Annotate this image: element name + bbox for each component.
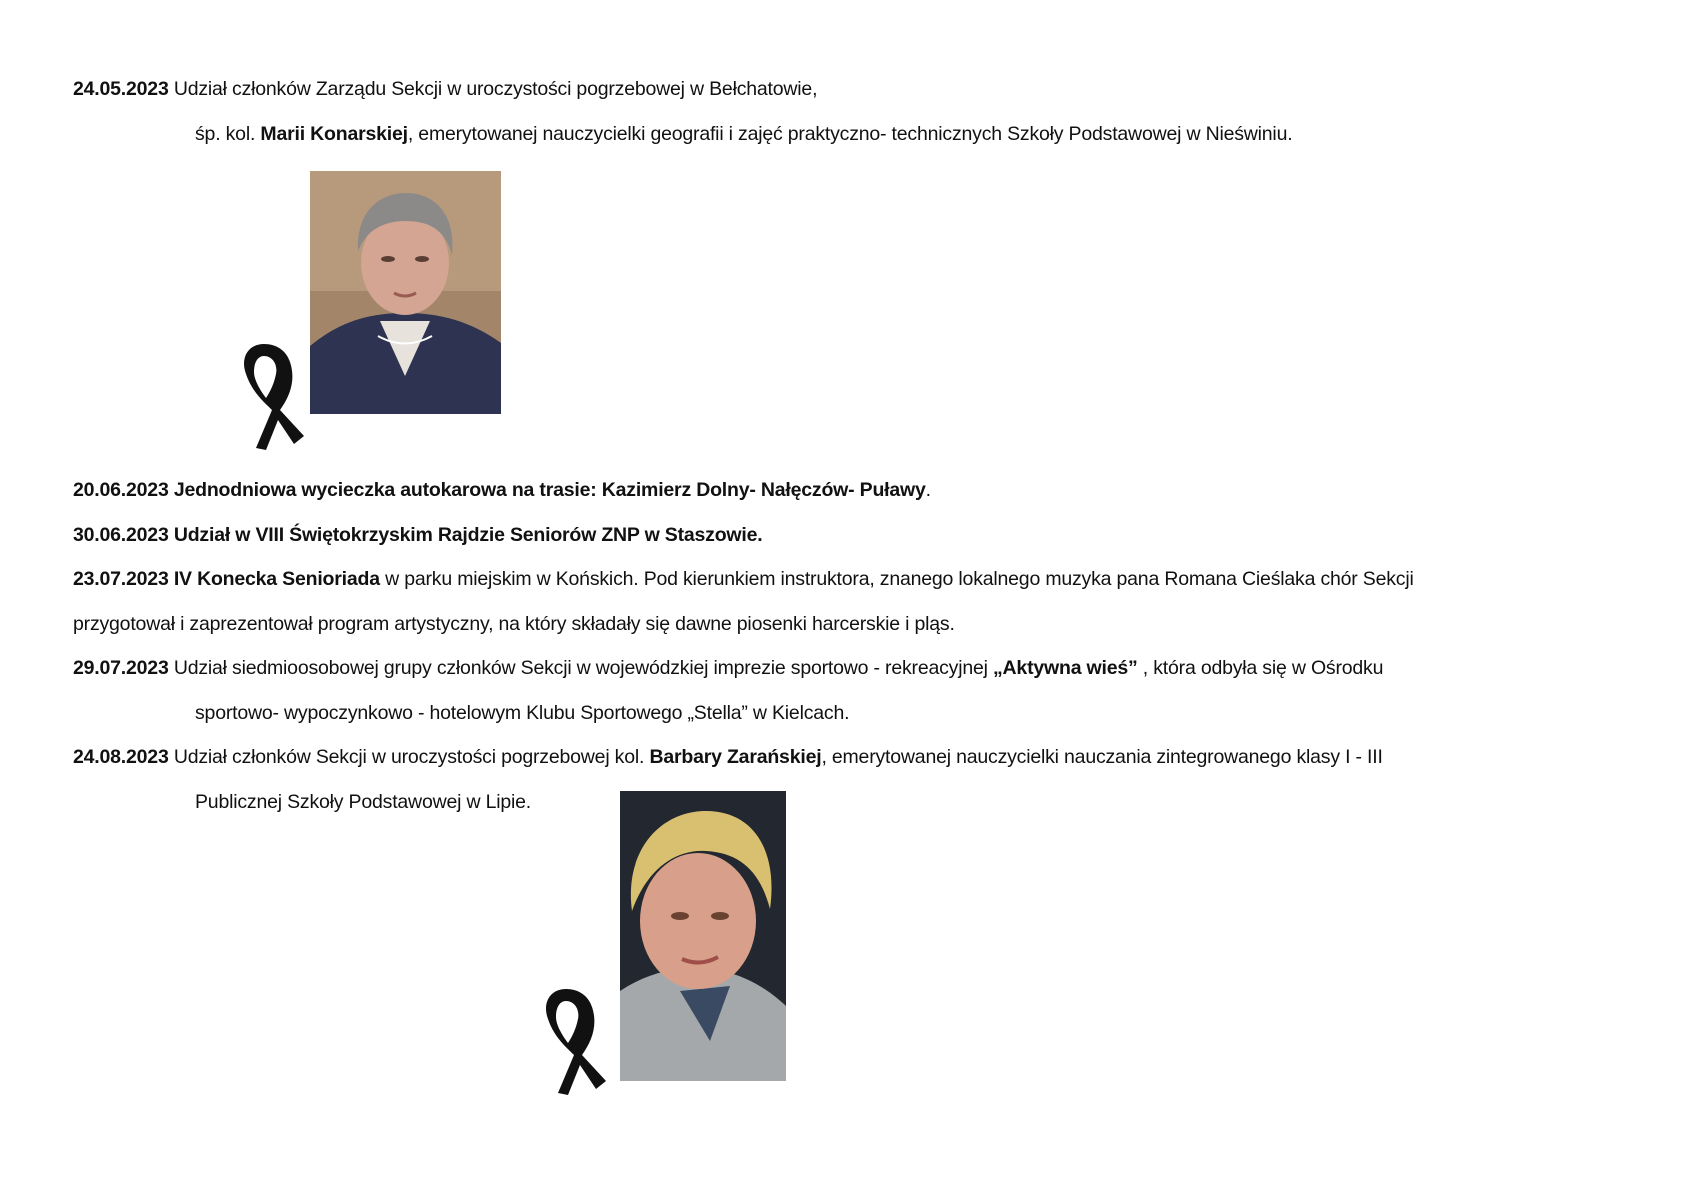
entry-6-line-2 — [195, 790, 531, 814]
entry-6-line-1 — [73, 745, 1383, 769]
entry-date: 24.05.2023 — [73, 78, 169, 100]
entry-date: 20.06.2023 — [73, 479, 169, 501]
entry-4-line-2 — [73, 612, 955, 636]
mourning-ribbon-icon — [234, 340, 310, 452]
entry-date: 29.07.2023 — [73, 657, 169, 679]
entry-text: Publicznej Szkoły Podstawowej w Lipie. — [195, 791, 531, 813]
entry-5-line-1 — [73, 656, 1383, 680]
entry-5-line-2 — [195, 701, 849, 725]
entry-text: . — [925, 479, 931, 501]
mourning-ribbon-icon — [536, 985, 612, 1097]
entry-title: IV Konecka Senioriada — [168, 568, 380, 590]
entry-text: , emerytowanej nauczycielki nauczania zintegrowanego klasy I - III — [821, 746, 1383, 768]
portrait-photo-maria-konarska — [310, 171, 501, 414]
entry-date: 30.06.2023 — [73, 524, 169, 546]
entry-1-line-2 — [195, 122, 1292, 146]
entry-text: Udział członków Sekcji w uroczystości pogrzebowej kol. — [168, 746, 650, 768]
entry-title: Udział w VIII Świętokrzyskim Rajdzie Seniorów ZNP w Staszowie. — [168, 524, 763, 546]
entry-text: sportowo- wypoczynkowo - hotelowym Klubu Sportowego „Stella” w Kielcach. — [195, 702, 850, 724]
entry-text: , która odbyła się w Ośrodku — [1137, 657, 1384, 679]
person-name: Marii Konarskiej — [260, 123, 408, 145]
event-name: „Aktywna wieś” — [993, 657, 1138, 679]
person-name: Barbary Zarańskiej — [649, 746, 822, 768]
entry-2-line-1 — [73, 478, 931, 502]
entry-1-line-1 — [73, 77, 817, 101]
entry-text: , emerytowanej nauczycielki geografii i zajęć praktyczno- technicznych Szkoły Podstawowej w Nieświniu. — [407, 123, 1293, 145]
entry-4-line-1 — [73, 567, 1414, 591]
entry-text: Udział członków Zarządu Sekcji w uroczystości pogrzebowej w Bełchatowie, — [168, 78, 818, 100]
entry-text: przygotował i zaprezentował program artystyczny, na który składały się dawne piosenki harcerskie i pląs. — [73, 613, 955, 635]
entry-text: Udział siedmioosobowej grupy członków Sekcji w wojewódzkiej imprezie sportowo - rekreacyjnej — [168, 657, 993, 679]
entry-date: 23.07.2023 — [73, 568, 169, 590]
entry-date: 24.08.2023 — [73, 746, 169, 768]
entry-text: w parku miejskim w Końskich. Pod kierunkiem instruktora, znanego lokalnego muzyka pana Romana Cieślaka chór Sekcji — [379, 568, 1414, 590]
entry-text: śp. kol. — [195, 123, 261, 145]
entry-3-line-1 — [73, 523, 762, 547]
portrait-photo-barbara-zaranska — [620, 791, 786, 1081]
entry-title: Jednodniowa wycieczka autokarowa na trasie: Kazimierz Dolny- Nałęczów- Puławy — [168, 479, 926, 501]
